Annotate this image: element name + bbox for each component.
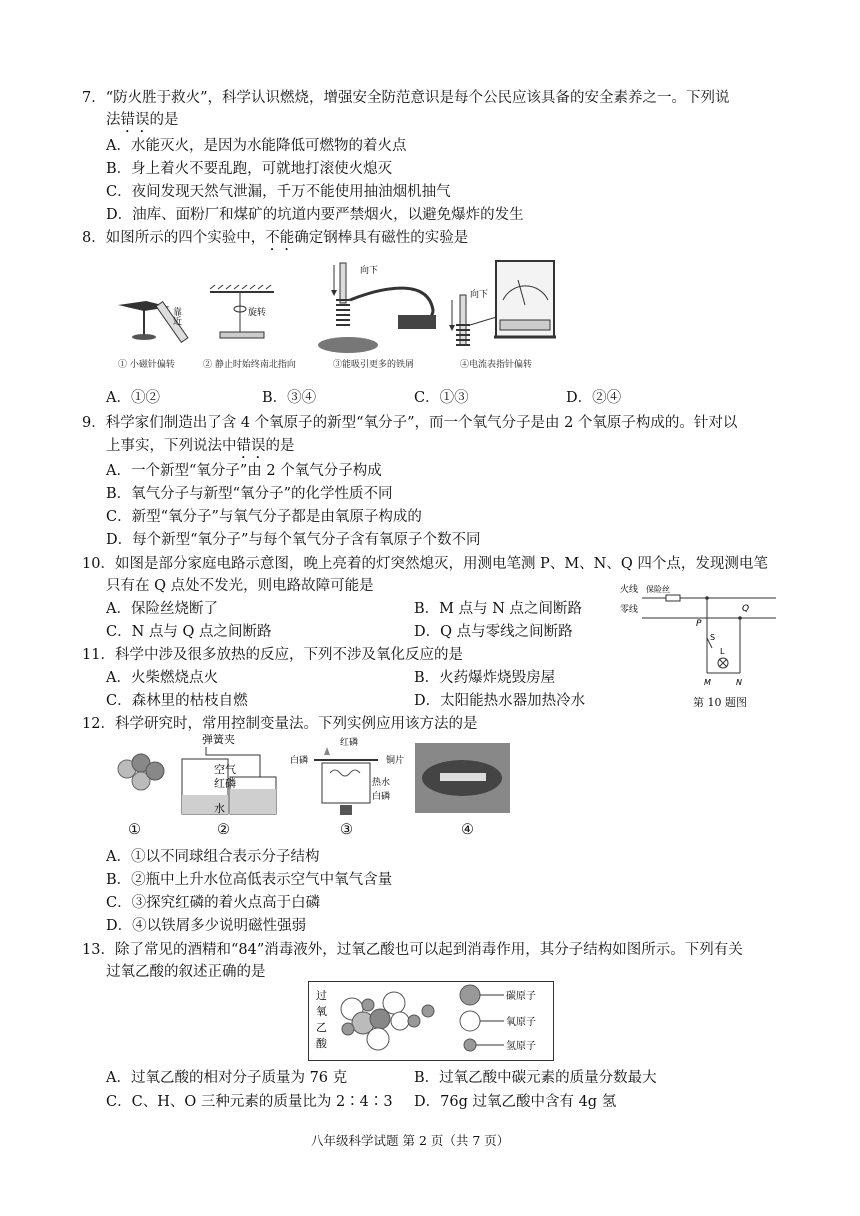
q9-option-d: D．每个新型“氧分子”与每个氧气分子含有氧原子个数不同: [106, 532, 481, 548]
q12-option-c: C．③探究红磷的着火点高于白磷: [106, 895, 321, 911]
q9-stem-line1: 9．科学家们制造出了含 4 个氧原子的新型“氧分子”，而一个氧气分子是由 2 个氧原子构成的。针对以: [82, 415, 738, 431]
label-live-wire: 火线: [620, 585, 639, 595]
svg-text:铜片: 铜片: [386, 756, 405, 766]
q10-option-d: D．Q 点与零线之间断路: [414, 624, 573, 640]
magnet-filings-photo: [415, 743, 510, 813]
q13-stem-line1: 13．除了常见的酒精和“84”消毒液外，过氧乙酸也可以起到消毒作用，其分子结构如图所示。下列有关: [82, 942, 743, 958]
coil-ammeter-diagram: [449, 261, 556, 345]
q10-figure-caption: 第 10 题图: [693, 696, 747, 709]
q8-stem: 8．如图所示的四个实验中，不能确定钢棒具有磁性的实验是: [82, 230, 469, 246]
label-down: 向下: [360, 266, 379, 276]
q12-fig-number-2: ②: [217, 822, 230, 838]
q12-fig-number-1: ①: [128, 822, 141, 838]
q7-option-b: B．身上着火不要乱跑，可就地打滚使火熄灭: [106, 161, 393, 177]
svg-text:水: 水: [214, 802, 225, 815]
q8-option-b: B．③④: [262, 390, 317, 406]
svg-text:白磷: 白磷: [372, 792, 391, 802]
q9-stem-line2: 上事实，下列说法中错误的是: [106, 438, 295, 454]
q9-option-c: C．新型“氧分子”与氧气分子都是由氧原子构成的: [106, 509, 422, 525]
beaker-phosphorus-diagram: [290, 736, 404, 815]
q12-option-b: B．②瓶中上升水位高低表示空气中氧气含量: [106, 872, 393, 888]
q11-stem: 11．科学中涉及很多放热的反应，下列不涉及氧化反应的是: [82, 647, 463, 663]
label-rotate: 旋转: [248, 308, 267, 318]
svg-text:红磷: 红磷: [214, 777, 236, 790]
caption-4: ④电流表指针偏转: [460, 360, 533, 370]
coil-filings-diagram: [318, 263, 436, 353]
legend-carbon: 碳原子: [506, 991, 536, 1002]
q11-option-d: D．太阳能热水器加热冷水: [414, 693, 586, 709]
name-char-4: 酸: [316, 1037, 327, 1050]
q12-fig-number-3: ③: [340, 822, 353, 838]
q10-stem-line2: 只有在 Q 点处不发光，则电路故障可能是: [106, 578, 374, 594]
q10-stem-line1: 10．如图是部分家庭电路示意图，晚上亮着的灯突然熄灭，用测电笔测 P、M、N、Q 四个点，发现测电笔: [82, 556, 768, 572]
q12-stem: 12．科学研究时，常用控制变量法。下列实例应用该方法的是: [82, 716, 478, 732]
q7-stem-line2: 法错误的是: [106, 112, 179, 128]
q13-molecule-figure: [308, 981, 554, 1061]
emphasis-mark: 错误: [120, 112, 150, 128]
emphasis-mark: 不能: [265, 230, 295, 246]
label-neutral-wire: 零线: [620, 605, 639, 615]
q13-option-b: B．过氧乙酸中碳元素的质量分数最大: [414, 1070, 657, 1086]
q9-option-b: B．氧气分子与新型“氧分子”的化学性质不同: [106, 486, 393, 502]
q10-option-a: A．保险丝烧断了: [106, 601, 218, 617]
svg-text:M: M: [704, 678, 711, 687]
q10-circuit-figure: [618, 578, 778, 688]
q7-option-a: A．水能灭火，是因为水能降低可燃物的着火点: [106, 138, 407, 154]
page-footer: 八年级科学试题 第 2 页（共 7 页）: [311, 1133, 510, 1148]
label-fuse: 保险丝: [646, 585, 670, 594]
q13-option-c: C．C、H、O 三种元素的质量比为 2∶4∶3: [106, 1094, 393, 1110]
q12-option-d: D．④以铁屑多少说明磁性强弱: [106, 918, 307, 934]
legend-hydrogen: 氢原子: [506, 1041, 536, 1052]
q10-option-b: B．M 点与 N 点之间断路: [414, 601, 583, 617]
q11-option-b: B．火药爆炸烧毁房屋: [414, 670, 556, 686]
q13-option-d: D．76g 过氧乙酸中含有 4g 氢: [414, 1094, 617, 1110]
q11-option-c: C．森林里的枯枝自燃: [106, 693, 248, 709]
q12-figure: [110, 733, 520, 823]
svg-text:向下: 向下: [470, 290, 489, 300]
q13-stem-line2: 过氧乙酸的叙述正确的是: [106, 964, 266, 980]
caption-3: ③能吸引更多的铁屑: [333, 360, 415, 370]
q10-option-c: C．N 点与 Q 点之间断路: [106, 624, 272, 640]
q7-option-c: C．夜间发现天然气泄漏，千万不能使用抽油烟机抽气: [106, 184, 451, 200]
ball-model-diagram: [118, 754, 164, 790]
legend-oxygen: 氧原子: [506, 1017, 536, 1028]
q8-option-c: C．①③: [414, 390, 469, 406]
svg-text:S: S: [710, 633, 716, 642]
caption-2: ② 静止时始终南北指向: [203, 360, 296, 370]
q7-option-d: D．油库、面粉厂和煤矿的坑道内要严禁烟火，以避免爆炸的发生: [106, 207, 524, 223]
name-char-1: 过: [316, 989, 327, 1002]
q13-option-a: A．过氧乙酸的相对分子质量为 76 克: [106, 1070, 348, 1086]
q11-option-a: A．火柴燃烧点火: [106, 670, 218, 686]
svg-text:L: L: [720, 647, 725, 656]
svg-text:P: P: [696, 619, 702, 629]
emphasis-mark: 错误: [236, 438, 266, 454]
q7-stem-line1: 7．“防火胜于救火”，科学认识燃烧，增强安全防范意识是每个公民应该具备的安全素养之一。下列说: [82, 90, 730, 106]
q8-option-d: D．②④: [566, 390, 622, 406]
q12-fig-number-4: ④: [461, 822, 474, 838]
label-approach: 靠近: [171, 307, 181, 325]
svg-text:热水: 热水: [372, 778, 391, 788]
svg-text:空气: 空气: [214, 763, 236, 776]
svg-text:Q: Q: [742, 604, 750, 614]
q9-option-a: A．一个新型“氧分子”由 2 个氧气分子构成: [106, 463, 382, 479]
svg-text:N: N: [736, 678, 742, 687]
compass-needle-diagram: [118, 301, 188, 342]
q8-option-a: A．①②: [106, 390, 160, 406]
q12-option-a: A．①以不同球组合表示分子结构: [106, 849, 320, 865]
caption-1: ① 小磁针偏转: [118, 360, 175, 370]
jar-experiment-diagram: [182, 733, 276, 815]
name-char-2: 氧: [316, 1005, 327, 1018]
svg-text:红磷: 红磷: [340, 738, 359, 748]
svg-text:白磷: 白磷: [290, 756, 309, 766]
suspended-rod-diagram: [210, 285, 274, 338]
name-char-3: 乙: [316, 1021, 327, 1034]
svg-text:弹簧夹: 弹簧夹: [202, 733, 235, 746]
